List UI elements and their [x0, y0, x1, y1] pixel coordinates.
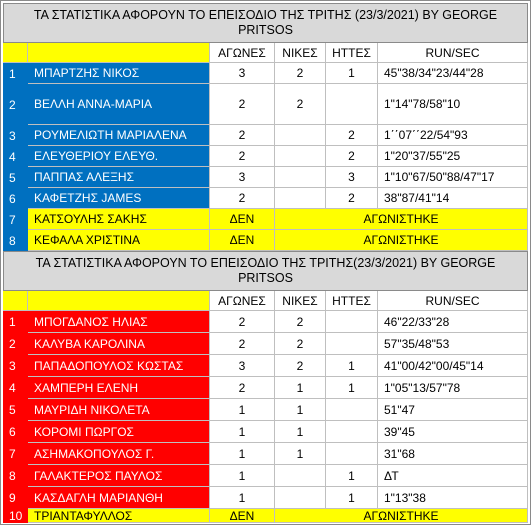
row-number: 2: [3, 84, 28, 125]
row-number: 3: [3, 355, 28, 377]
losses-cell: 1: [326, 355, 378, 377]
run-sec-cell: 51"47: [378, 399, 528, 421]
games-cell: 2: [210, 333, 275, 355]
player-name: ΚΑΦΕΤΖΗΣ JAMES: [28, 188, 210, 209]
games-cell: 2: [210, 84, 275, 125]
losses-cell: 3: [326, 167, 378, 188]
row-number: 5: [3, 399, 28, 421]
absent-label: ΔΕΝ: [210, 209, 275, 230]
games-cell: 3: [210, 355, 275, 377]
run-sec-cell: 45"38/34"23/44"28: [378, 63, 528, 84]
run-sec-cell: 1"13"38: [378, 487, 528, 509]
header-name-cell: [28, 291, 210, 311]
row-number: 4: [3, 377, 28, 399]
run-sec-cell: 38"87/41"14: [378, 188, 528, 209]
games-cell: 2: [210, 125, 275, 146]
row-number: 9: [3, 487, 28, 509]
column-header-losses: ΗΤΤΕΣ: [326, 291, 378, 311]
row-number: 4: [3, 146, 28, 167]
absent-label: ΔΕΝ: [210, 230, 275, 251]
column-header-run: RUN/SEC: [378, 43, 528, 63]
losses-cell: [326, 311, 378, 333]
player-name: ΒΕΛΛΗ ΑΝΝΑ-ΜΑΡΙΑ: [28, 84, 210, 125]
row-number: 10: [3, 509, 28, 523]
losses-cell: 2: [326, 146, 378, 167]
player-name: ΚΕΦΑΛΑ ΧΡΙΣΤΙΝΑ: [28, 230, 210, 251]
header-num-cell: [3, 291, 28, 311]
run-sec-cell: 1"05"13/57"78: [378, 377, 528, 399]
losses-cell: [326, 421, 378, 443]
games-cell: 2: [210, 311, 275, 333]
column-header-games: ΑΓΩΝΕΣ: [210, 43, 275, 63]
wins-cell: 2: [275, 355, 326, 377]
games-cell: 2: [210, 146, 275, 167]
player-name: ΚΑΣΔΑΓΛΗ ΜΑΡΙΑΝΘΗ: [28, 487, 210, 509]
wins-cell: 1: [275, 399, 326, 421]
games-cell: 3: [210, 167, 275, 188]
losses-cell: 1: [326, 465, 378, 487]
column-header-wins: ΝΙΚΕΣ: [275, 291, 326, 311]
games-cell: 1: [210, 399, 275, 421]
wins-cell: [275, 487, 326, 509]
absent-label: ΔΕΝ: [210, 509, 275, 523]
row-number: 8: [3, 465, 28, 487]
run-sec-cell: 41"00/42"00/45"14: [378, 355, 528, 377]
column-header-games: ΑΓΩΝΕΣ: [210, 291, 275, 311]
games-cell: 2: [210, 188, 275, 209]
header-name-cell: [28, 43, 210, 63]
row-number: 7: [3, 209, 28, 230]
run-sec-cell: 1"10"67/50"88/47"17: [378, 167, 528, 188]
column-header-run: RUN/SEC: [378, 291, 528, 311]
run-sec-cell: 1΄΄07΄΄22/54"93: [378, 125, 528, 146]
games-cell: 1: [210, 465, 275, 487]
games-cell: 1: [210, 487, 275, 509]
wins-cell: 2: [275, 84, 326, 125]
player-name: ΤΡΙΑΝΤΑΦΥΛΛΟΣ: [28, 509, 210, 523]
section-title: ΤΑ ΣΤΑΤΙΣΤΙΚΑ ΑΦΟΡΟΥΝ ΤΟ ΕΠΕΙΣΟΔΙΟ ΤΗΣ ΤΡΙΤΗΣ (23/3/2021) BY GEORGE PRITSOS: [3, 3, 528, 43]
row-number: 2: [3, 333, 28, 355]
player-name: ΕΛΕΥΘΕΡΙΟΥ ΕΛΕΥΘ.: [28, 146, 210, 167]
column-header-wins: ΝΙΚΕΣ: [275, 43, 326, 63]
absent-label-2: ΑΓΩΝΙΣΤΗΚΕ: [275, 509, 528, 523]
player-name: ΡΟΥΜΕΛΙΩΤΗ ΜΑΡΙΑΛΕΝΑ: [28, 125, 210, 146]
wins-cell: [275, 465, 326, 487]
player-name: ΜΑΥΡΙΔΗ ΝΙΚΟΛΕΤΑ: [28, 399, 210, 421]
wins-cell: [275, 146, 326, 167]
run-sec-cell: 1"20"37/55"25: [378, 146, 528, 167]
losses-cell: 2: [326, 188, 378, 209]
player-name: ΜΠΑΡΤΖΗΣ ΝΙΚΟΣ: [28, 63, 210, 84]
section-title: ΤΑ ΣΤΑΤΙΣΤΙΚΑ ΑΦΟΡΟΥΝ ΤΟ ΕΠΕΙΣΟΔΙΟ ΤΗΣ ΤΡΙΤΗΣ(23/3/2021) BY GEORGE PRITSOS: [3, 251, 528, 291]
losses-cell: 2: [326, 125, 378, 146]
column-header-losses: ΗΤΤΕΣ: [326, 43, 378, 63]
player-name: ΑΣΗΜΑΚΟΠΟΥΛΟΣ Γ.: [28, 443, 210, 465]
wins-cell: [275, 167, 326, 188]
row-number: 1: [3, 311, 28, 333]
losses-cell: [326, 333, 378, 355]
losses-cell: [326, 399, 378, 421]
losses-cell: [326, 443, 378, 465]
player-name: ΚΑΛΥΒΑ ΚΑΡΟΛΙΝΑ: [28, 333, 210, 355]
row-number: 8: [3, 230, 28, 251]
wins-cell: 1: [275, 443, 326, 465]
run-sec-cell: 1"14"78/58"10: [378, 84, 528, 125]
losses-cell: 1: [326, 487, 378, 509]
run-sec-cell: 57"35/48"53: [378, 333, 528, 355]
games-cell: 1: [210, 421, 275, 443]
player-name: ΓΑΛΑΚΤΕΡΟΣ ΠΑΥΛΟΣ: [28, 465, 210, 487]
wins-cell: 1: [275, 377, 326, 399]
wins-cell: 2: [275, 333, 326, 355]
run-sec-cell: 31"68: [378, 443, 528, 465]
games-cell: 2: [210, 377, 275, 399]
player-name: ΧΑΜΠΕΡΗ ΕΛΕΝΗ: [28, 377, 210, 399]
losses-cell: 1: [326, 377, 378, 399]
wins-cell: 2: [275, 63, 326, 84]
row-number: 6: [3, 188, 28, 209]
player-name: ΚΑΤΣΟΥΛΗΣ ΣΑΚΗΣ: [28, 209, 210, 230]
player-name: ΚΟΡΟΜΙ ΠΩΡΓΟΣ: [28, 421, 210, 443]
absent-label-2: ΑΓΩΝΙΣΤΗΚΕ: [275, 230, 528, 251]
player-name: ΠΑΠΠΑΣ ΑΛΕΞΗΣ: [28, 167, 210, 188]
header-num-cell: [3, 43, 28, 63]
wins-cell: [275, 125, 326, 146]
wins-cell: [275, 188, 326, 209]
wins-cell: 1: [275, 421, 326, 443]
run-sec-cell: ΔΤ: [378, 465, 528, 487]
losses-cell: 1: [326, 63, 378, 84]
row-number: 6: [3, 421, 28, 443]
row-number: 5: [3, 167, 28, 188]
losses-cell: [326, 84, 378, 125]
row-number: 7: [3, 443, 28, 465]
run-sec-cell: 46"22/33"28: [378, 311, 528, 333]
row-number: 1: [3, 63, 28, 84]
games-cell: 3: [210, 63, 275, 84]
run-sec-cell: 39"45: [378, 421, 528, 443]
games-cell: 1: [210, 443, 275, 465]
player-name: ΠΑΠΑΔΟΠΟΥΛΟΣ ΚΩΣΤΑΣ: [28, 355, 210, 377]
absent-label-2: ΑΓΩΝΙΣΤΗΚΕ: [275, 209, 528, 230]
row-number: 3: [3, 125, 28, 146]
player-name: ΜΠΟΓΔΑΝΟΣ ΗΛΙΑΣ: [28, 311, 210, 333]
wins-cell: 2: [275, 311, 326, 333]
